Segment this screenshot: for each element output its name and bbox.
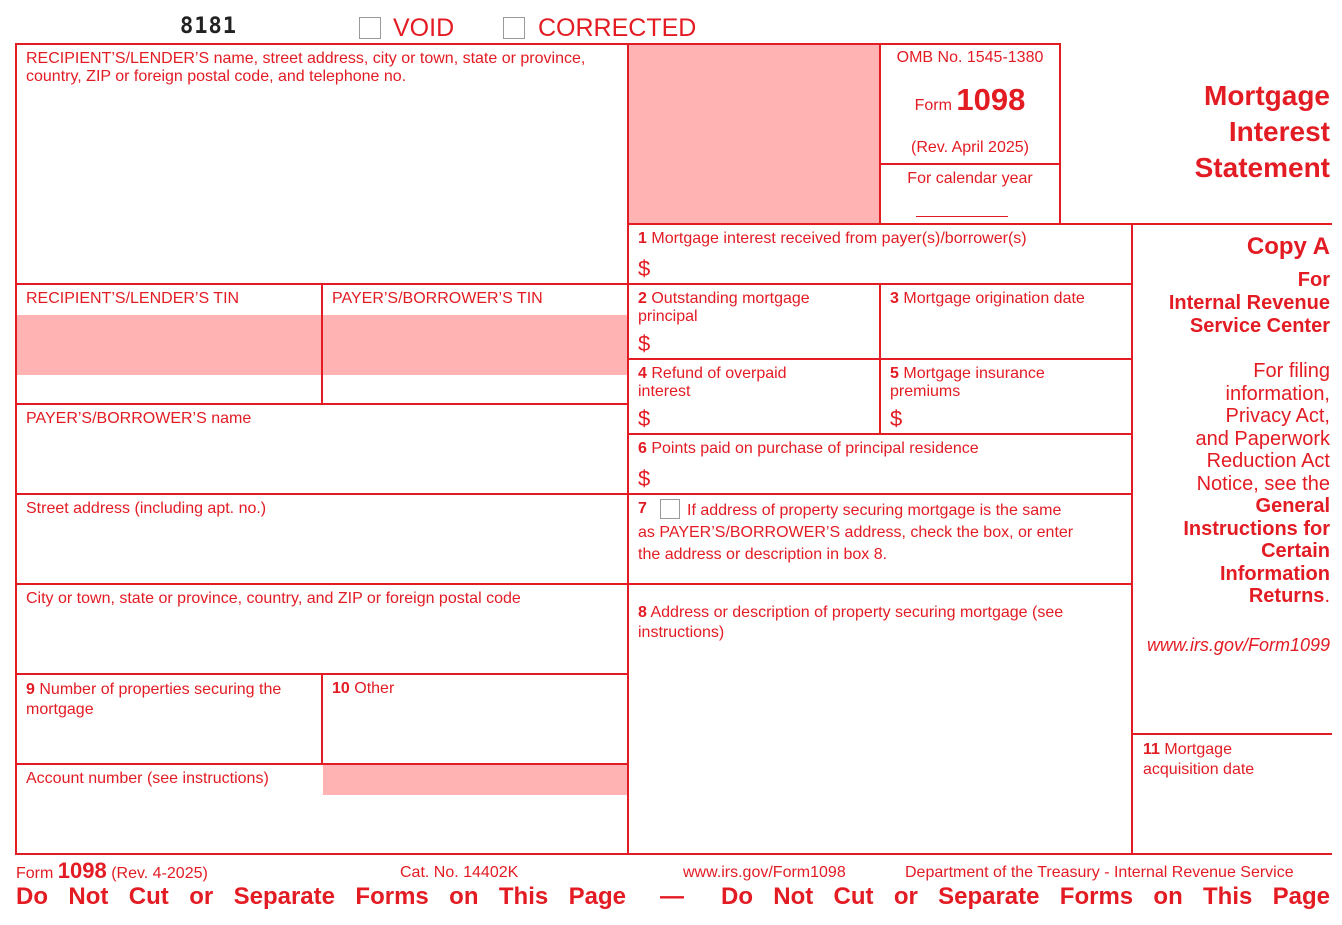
box4-dollar: $ [638, 406, 651, 431]
footer-dash: — [660, 883, 684, 910]
bottom-border [15, 853, 1332, 855]
copy-info-line4: and Paperwork [1195, 428, 1330, 450]
divider-box45-top [627, 358, 1132, 360]
street-address-field[interactable] [17, 522, 625, 582]
copy-gen-line3: Certain [1261, 540, 1330, 562]
box9-label: 9 Number of properties securing the mortgage [26, 681, 282, 718]
box4-field[interactable] [656, 403, 876, 431]
box1-field[interactable] [656, 252, 1126, 282]
divider-city-top [15, 583, 1132, 585]
copy-info-line6: Notice, see the [1196, 473, 1330, 495]
box2-field[interactable] [656, 328, 876, 356]
box4-label: 4 Refund of overpaid interest [638, 365, 787, 400]
footer-warning-right: Do Not Cut or Separate Forms on This Page [721, 883, 1330, 910]
box1-label: 1 Mortgage interest received from payer(s)/borrower(s) [638, 230, 1027, 247]
copy-gen-line5: Returns. [1248, 585, 1330, 607]
footer-url[interactable]: www.irs.gov/Form1098 [683, 864, 846, 881]
title-line-1: Mortgage [1204, 80, 1330, 111]
copy-info-line2: information, [1225, 383, 1330, 405]
box11-field[interactable] [1135, 782, 1329, 850]
divider-omb [879, 43, 881, 225]
box7-line1: If address of property securing mortgage is the same [687, 502, 1062, 519]
box8-field[interactable] [631, 648, 1129, 850]
box7-number: 7 [638, 500, 647, 517]
payer-tin-label: PAYER’S/BORROWER’S TIN [332, 290, 543, 307]
title-line-3: Statement [1194, 152, 1330, 183]
divider-box910 [321, 673, 323, 765]
box5-dollar: $ [890, 406, 903, 431]
calendar-year-field[interactable] [916, 198, 1008, 217]
form-revision: (Rev. April 2025) [911, 139, 1029, 156]
divider-street-top [15, 493, 1132, 495]
box9-field[interactable] [17, 722, 319, 762]
recipient-name-label: RECIPIENT’S/LENDER’S name, street address, city or town, state or province, country, ZIP or foreign postal code, and telephone no. [26, 50, 586, 85]
account-number-field[interactable] [17, 795, 625, 850]
city-field[interactable] [17, 612, 625, 672]
divider-box11-top [1131, 733, 1332, 735]
omb-right-border [1059, 43, 1061, 225]
box7-checkbox[interactable] [660, 499, 680, 519]
corrected-label: CORRECTED [538, 14, 697, 42]
corrected-checkbox[interactable] [503, 17, 525, 39]
divider-row-tin [15, 283, 1132, 285]
title-line-2: Interest [1228, 116, 1330, 147]
box6-label: 6 Points paid on purchase of principal residence [638, 440, 979, 457]
box3-field[interactable] [890, 312, 1128, 356]
copy-for-line1: For [1297, 269, 1330, 291]
box8-line2: instructions) [638, 624, 725, 641]
copy-url[interactable]: www.irs.gov/Form1099 [1146, 635, 1330, 655]
box2-dollar: $ [638, 331, 651, 356]
footer-form-word: Form [16, 865, 54, 882]
copy-info-line1: For filing [1253, 360, 1330, 382]
copy-for-line3: Service Center [1189, 315, 1330, 337]
divider-tin-bottom [15, 403, 629, 405]
box5-label: 5 Mortgage insurance premiums [890, 365, 1045, 400]
copy-gen-line4: Information [1220, 563, 1330, 585]
divider-box6-top [627, 433, 1132, 435]
box7-line2: as PAYER’S/BORROWER’S address, check the box, or enter [638, 524, 1074, 541]
recipient-name-field[interactable] [17, 90, 627, 282]
divider-calendar [881, 163, 1059, 165]
void-checkbox[interactable] [359, 17, 381, 39]
box8-line1: 8 Address or description of property securing mortgage (see [638, 604, 1064, 621]
box10-field[interactable] [325, 702, 625, 762]
shaded-top-box [629, 45, 879, 223]
account-number-label: Account number (see instructions) [26, 770, 269, 787]
footer-rev: (Rev. 4-2025) [111, 865, 208, 882]
copy-for-line2: Internal Revenue [1168, 292, 1330, 314]
void-label: VOID [393, 14, 455, 42]
divider-box1-top [627, 223, 1332, 225]
box2-label: 2 Outstanding mortgage principal [638, 290, 810, 325]
box3-label: 3 Mortgage origination date [890, 290, 1085, 307]
recipient-tin-label: RECIPIENT’S/LENDER’S TIN [26, 290, 240, 307]
footer-form-number: 1098 [57, 858, 107, 883]
payer-name-label: PAYER’S/BORROWER’S name [26, 410, 252, 427]
copy-a-label: Copy A [1246, 233, 1330, 260]
footer-dept: Department of the Treasury - Internal Revenue Service [905, 864, 1294, 881]
copy-gen-line1: General [1255, 495, 1330, 517]
payer-tin-field[interactable] [323, 315, 627, 375]
copy-gen-line2: Instructions for [1183, 518, 1330, 540]
form-number: 1098 [956, 82, 1026, 117]
box1-dollar: $ [638, 256, 651, 281]
box6-field[interactable] [656, 462, 1126, 490]
divider-right-col [1131, 223, 1133, 855]
box5-field[interactable] [908, 403, 1128, 431]
recipient-tin-field[interactable] [17, 315, 321, 375]
omb-number: OMB No. 1545-1380 [896, 49, 1044, 66]
copy-info-line5: Reduction Act [1206, 450, 1330, 472]
copy-info-line3: Privacy Act, [1225, 405, 1330, 427]
calendar-year-label: For calendar year [907, 170, 1033, 187]
top-border-left [15, 43, 1061, 45]
street-address-label: Street address (including apt. no.) [26, 500, 267, 517]
box11-label: 11 Mortgage acquisition date [1143, 741, 1255, 778]
form-title-block [881, 82, 1059, 118]
footer-warning-left: Do Not Cut or Separate Forms on This Page [16, 883, 626, 910]
payer-name-field[interactable] [17, 432, 625, 492]
box7-line3: the address or description in box 8. [638, 546, 888, 563]
footer-cat-no: Cat. No. 14402K [400, 864, 519, 881]
form-code: 8181 [180, 14, 237, 39]
box6-dollar: $ [638, 466, 651, 491]
account-shaded-area [323, 765, 627, 795]
form-word: Form [914, 97, 952, 114]
city-label: City or town, state or province, country, and ZIP or foreign postal code [26, 590, 521, 607]
footer-form-id [16, 858, 208, 884]
box10-label: 10 Other [332, 680, 395, 697]
